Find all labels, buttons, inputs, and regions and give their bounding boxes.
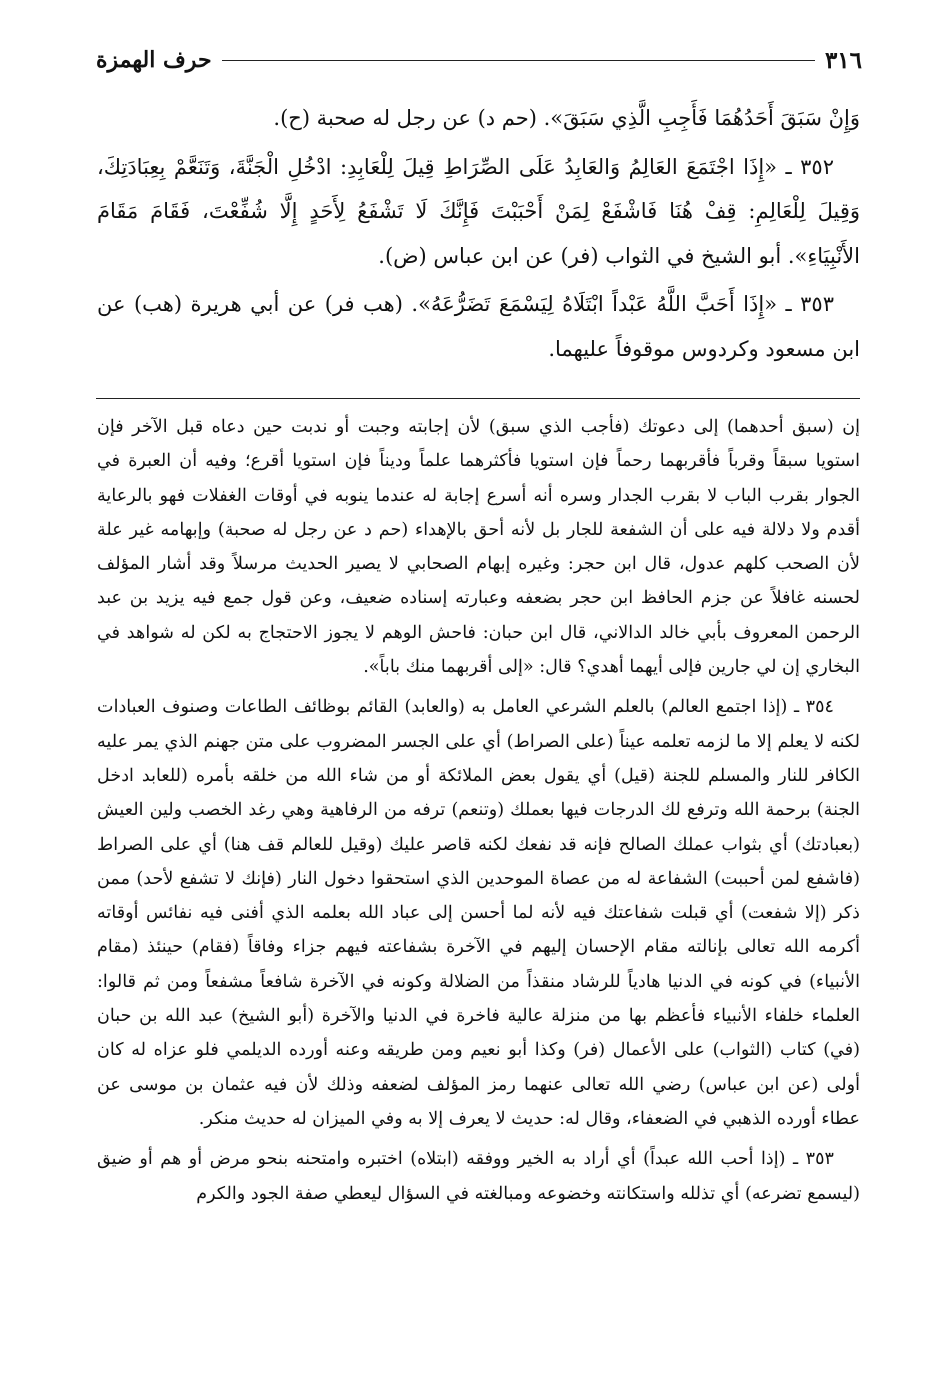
- commentary-paragraph-1: إن (سبق أحدهما) إلى دعوتك (فأجب الذي سبق) لأن إجابته وجبت أو ندبت حين دعاه قبل الآخر فإن استويا سبقاً وقرباً فأقربهما رحماً فإن استويا فأكثرهما علماً وديناً فإن استويا أقرع؛ وفيه أن العبرة في الجوار بقرب الباب لا بقرب الجدار وسره أنه أسرع إجابة له عندما ينوبه في أوقات الغفلات فهو بالرعاية أقدم ولا دلالة فيه على أن الشفعة للجار بل لأنه أحق بالإهداء (حم د عن رجل له صحبة) وإبهامه غير علة لأن الصحب كلهم عدول، قال ابن حجر: وغيره إبهام الصحابي لا يصير الحديث مرسلاً وقد أشار المؤلف لحسنه غافلاً عن جزم الحافظ ابن حجر بضعفه وعبارته إسناده ضعيف، وعن قول جمع فيه يزيد بن عبد الرحمن المعروف بأبي خالد الدالاني، قال ابن حبان: فاحش الوهم لا يجوز الاحتجاج به لكن له شواهد في البخاري إن لي جارين فإلى أيهما أهدي؟ قال: «إلى أقربهما منك باباً».: [97, 417, 861, 678]
- commentary-paragraph-353: ٣٥٣ ـ (إذا أحب الله عبداً) أي أراد به الخير ووفقه (ابتلاه) اختبره وامتحنه بنحو مرض أو هم أو ضيق (ليسمع تضرعه) أي تذلله واستكانته وخضوعه ومبالغته في السؤال ليعطي صفة الجود والكرم: [97, 1149, 860, 1204]
- hadith-352: ٣٥٢ ـ «إِذَا اجْتَمَعَ العَالِمُ وَالعَابِدُ عَلَى الصِّرَاطِ قِيلَ لِلْعَابِدِ: ادْخُلِ الْجَنَّةَ، وَتَنَعَّمْ بِعِبَادَتِكَ، وَقِيلَ لِلْعَالِمِ: قِفْ هُنَا فَاشْفَعْ لِمَنْ أَحْبَبْتَ فَإِنَّكَ لَا تَشْفَعُ لِأَحَدٍ إِلَّا شُفِّعْتَ، فَقَامَ مَقَامَ الأَنْبِيَاءِ». أبو الشيخ في الثواب (فر) عن ابن عباس (ض).: [97, 154, 860, 268]
- hadith-text-block: [97, 96, 860, 371]
- page-header: [96, 40, 862, 80]
- hadith-353: ٣٥٣ ـ «إِذَا أَحَبَّ اللَّهُ عَبْداً ابْتَلَاهُ لِيَسْمَعَ تَضَرُّعَهُ». (هب فر) عن أبي هريرة (هب) عن ابن مسعود وكردوس موقوفاً عليهما.: [97, 292, 860, 361]
- commentary-block: [97, 410, 860, 1211]
- hadith-continuation: وَإِنْ سَبَقَ أَحَدُهُمَا فَأَجِبِ الَّذِي سَبَقَ». (حم د) عن رجل له صحبة (ح).: [273, 106, 860, 130]
- page-number: ٣١٦: [824, 46, 862, 74]
- header-rule: [222, 60, 815, 61]
- commentary-paragraph-354: ٣٥٤ ـ (إذا اجتمع العالم) بالعلم الشرعي العامل به (والعابد) القائم بوظائف الطاعات وصنوف العبادات لكنه لا يعلم إلا ما لزمه تعلمه عيناً (على الصراط) أي على الجسر المضروب على متن جهنم الذي يمر عليه الكافر للنار والمسلم للجنة (قيل) أي يقول بعض الملائكة أو من شاء الله من خلقه بأمره (للعابد ادخل الجنة) برحمة الله وترفع لك الدرجات فيها بعملك (وتنعم) ترفه من الرفاهية وهي رغد الخصب ولين العيش (بعبادتك) أي بثواب عملك الصالح فإنه قد نفعك لكنه قاصر عليك (وقيل للعالم قف هنا) أي على الصراط (فاشفع لمن أحببت) الشفاعة له من عصاة الموحدين الذي استحقوا دخول النار (فإنك لا تشفع لأحد) ممن ذكر (إلا شفعت) أي قبلت شفاعتك فيه لأنه لما أحسن إلى عباد الله بعلمه الذي أفنى فيه نفائس أوقاته أكرمه الله تعالى بإنالته مقام الإحسان إليهم في الآخرة بشفاعته فيهم جزاء وفاقاً (فقام) حينئذ (مقام الأنبياء) في كونه في الدنيا هادياً للرشاد منقذاً من الضلالة وكونه في الآخرة شافعاً مشفعاً ومن ثم قالوا: العلماء خلفاء الأنبياء فأعظم بها من منزلة عالية فاخرة في الدنيا والآخرة (أبو الشيخ) عبد الله بن حبان (في) كتاب (الثواب) على الأعمال (فر) وكذا أبو نعيم ومن طريقه وعنه أورده الديلمي فلو عزاه له كان أولى (عن ابن عباس) رضي الله تعالى عنهما رمز المؤلف لضعفه وذلك لأن فيه عثمان بن موسى عن عطاء أورده الذهبي في الضعفاء، وقال له: حديث لا يعرف إلا به وفي الميزان له حديث منكر.: [97, 697, 861, 1129]
- section-title: حرف الهمزة: [96, 47, 212, 73]
- footnote-separator: [96, 398, 860, 399]
